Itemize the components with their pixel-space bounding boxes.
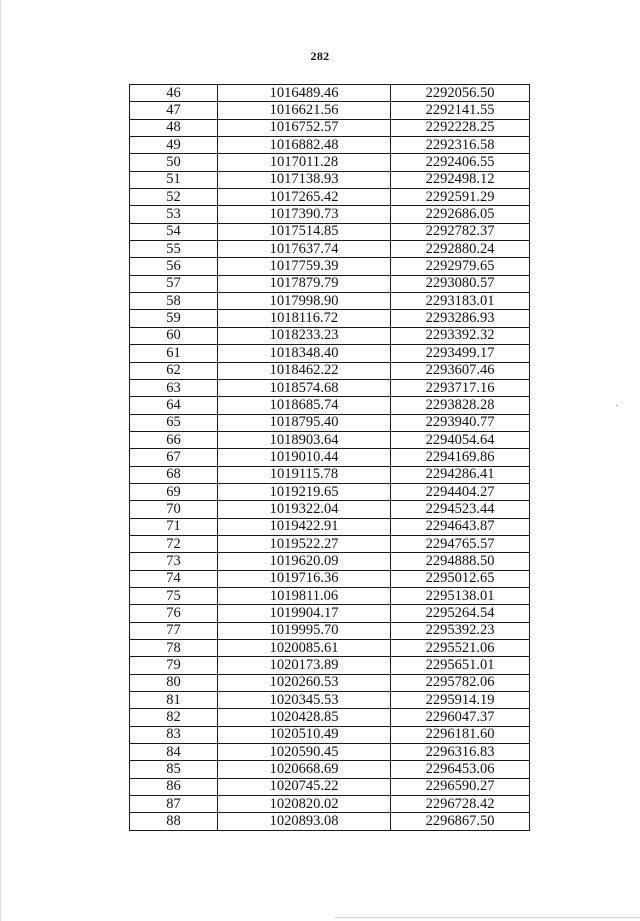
x-coordinate-cell: 1018685.74 <box>218 397 391 414</box>
table-row <box>130 379 530 396</box>
y-coordinate-cell: 2295138.01 <box>391 587 530 604</box>
table-row <box>130 362 530 379</box>
point-number-cell: 71 <box>130 518 218 535</box>
y-coordinate-cell: 2292686.05 <box>391 206 530 223</box>
y-coordinate-cell: 2295914.19 <box>391 692 530 709</box>
table-row <box>130 605 530 622</box>
point-number-cell: 57 <box>130 275 218 292</box>
table-row <box>130 570 530 587</box>
point-number-cell: 67 <box>130 449 218 466</box>
y-coordinate-cell: 2296590.27 <box>391 778 530 795</box>
y-coordinate-cell: 2295651.01 <box>391 657 530 674</box>
table-row <box>130 778 530 795</box>
y-coordinate-cell: 2292782.37 <box>391 223 530 240</box>
y-coordinate-cell: 2292228.25 <box>391 119 530 136</box>
y-coordinate-cell: 2294765.57 <box>391 535 530 552</box>
point-number-cell: 47 <box>130 102 218 119</box>
page-number: 282 <box>310 49 330 63</box>
y-coordinate-cell: 2294054.64 <box>391 431 530 448</box>
point-number-cell: 78 <box>130 640 218 657</box>
scan-edge-line <box>335 917 640 918</box>
y-coordinate-cell: 2296181.60 <box>391 726 530 743</box>
x-coordinate-cell: 1018574.68 <box>218 379 391 396</box>
x-coordinate-cell: 1020745.22 <box>218 778 391 795</box>
point-number-cell: 76 <box>130 605 218 622</box>
point-number-cell: 52 <box>130 189 218 206</box>
y-coordinate-cell: 2295392.23 <box>391 622 530 639</box>
x-coordinate-cell: 1019716.36 <box>218 570 391 587</box>
x-coordinate-cell: 1019322.04 <box>218 501 391 518</box>
x-coordinate-cell: 1017011.28 <box>218 154 391 171</box>
y-coordinate-cell: 2292498.12 <box>391 171 530 188</box>
y-coordinate-cell: 2292979.65 <box>391 258 530 275</box>
point-number-cell: 62 <box>130 362 218 379</box>
x-coordinate-cell: 1017759.39 <box>218 258 391 275</box>
table-row <box>130 102 530 119</box>
point-number-cell: 50 <box>130 154 218 171</box>
table-row <box>130 449 530 466</box>
scan-speck <box>616 405 617 406</box>
y-coordinate-cell: 2296453.06 <box>391 761 530 778</box>
point-number-cell: 88 <box>130 813 218 830</box>
x-coordinate-cell: 1020668.69 <box>218 761 391 778</box>
table-row <box>130 154 530 171</box>
table-row <box>130 223 530 240</box>
point-number-cell: 75 <box>130 587 218 604</box>
y-coordinate-cell: 2292406.55 <box>391 154 530 171</box>
point-number-cell: 59 <box>130 310 218 327</box>
table-row <box>130 709 530 726</box>
x-coordinate-cell: 1018795.40 <box>218 414 391 431</box>
table-row <box>130 258 530 275</box>
table-row <box>130 119 530 136</box>
table-row <box>130 640 530 657</box>
x-coordinate-cell: 1018462.22 <box>218 362 391 379</box>
table-row <box>130 501 530 518</box>
table-row <box>130 189 530 206</box>
x-coordinate-cell: 1020260.53 <box>218 674 391 691</box>
x-coordinate-cell: 1016752.57 <box>218 119 391 136</box>
table-row <box>130 466 530 483</box>
point-number-cell: 49 <box>130 137 218 154</box>
point-number-cell: 60 <box>130 327 218 344</box>
y-coordinate-cell: 2296728.42 <box>391 796 530 813</box>
y-coordinate-cell: 2294523.44 <box>391 501 530 518</box>
table-row <box>130 241 530 258</box>
x-coordinate-cell: 1020345.53 <box>218 692 391 709</box>
y-coordinate-cell: 2295521.06 <box>391 640 530 657</box>
point-number-cell: 86 <box>130 778 218 795</box>
point-number-cell: 81 <box>130 692 218 709</box>
point-number-cell: 56 <box>130 258 218 275</box>
x-coordinate-cell: 1019010.44 <box>218 449 391 466</box>
y-coordinate-cell: 2295782.06 <box>391 674 530 691</box>
point-number-cell: 83 <box>130 726 218 743</box>
x-coordinate-cell: 1020510.49 <box>218 726 391 743</box>
y-coordinate-cell: 2293183.01 <box>391 293 530 310</box>
x-coordinate-cell: 1020173.89 <box>218 657 391 674</box>
x-coordinate-cell: 1016489.46 <box>218 85 391 102</box>
y-coordinate-cell: 2292591.29 <box>391 189 530 206</box>
point-number-cell: 77 <box>130 622 218 639</box>
point-number-cell: 84 <box>130 744 218 761</box>
x-coordinate-cell: 1019904.17 <box>218 605 391 622</box>
x-coordinate-cell: 1017998.90 <box>218 293 391 310</box>
table-row <box>130 622 530 639</box>
table-row <box>130 726 530 743</box>
table-row <box>130 553 530 570</box>
point-number-cell: 87 <box>130 796 218 813</box>
table-row <box>130 293 530 310</box>
y-coordinate-cell: 2293080.57 <box>391 275 530 292</box>
y-coordinate-cell: 2293286.93 <box>391 310 530 327</box>
point-number-cell: 85 <box>130 761 218 778</box>
x-coordinate-cell: 1020428.85 <box>218 709 391 726</box>
point-number-cell: 73 <box>130 553 218 570</box>
table-row <box>130 85 530 102</box>
y-coordinate-cell: 2293392.32 <box>391 327 530 344</box>
point-number-cell: 46 <box>130 85 218 102</box>
x-coordinate-cell: 1017879.79 <box>218 275 391 292</box>
x-coordinate-cell: 1019620.09 <box>218 553 391 570</box>
table-row <box>130 674 530 691</box>
y-coordinate-cell: 2296867.50 <box>391 813 530 830</box>
y-coordinate-cell: 2295012.65 <box>391 570 530 587</box>
x-coordinate-cell: 1017390.73 <box>218 206 391 223</box>
y-coordinate-cell: 2292141.55 <box>391 102 530 119</box>
x-coordinate-cell: 1019811.06 <box>218 587 391 604</box>
point-number-cell: 58 <box>130 293 218 310</box>
table-row <box>130 796 530 813</box>
y-coordinate-cell: 2293499.17 <box>391 345 530 362</box>
x-coordinate-cell: 1017637.74 <box>218 241 391 258</box>
y-coordinate-cell: 2293940.77 <box>391 414 530 431</box>
table-row <box>130 483 530 500</box>
table-row <box>130 431 530 448</box>
y-coordinate-cell: 2296316.83 <box>391 744 530 761</box>
x-coordinate-cell: 1017138.93 <box>218 171 391 188</box>
point-number-cell: 51 <box>130 171 218 188</box>
x-coordinate-cell: 1016621.56 <box>218 102 391 119</box>
point-number-cell: 61 <box>130 345 218 362</box>
point-number-cell: 65 <box>130 414 218 431</box>
table-row <box>130 692 530 709</box>
point-number-cell: 82 <box>130 709 218 726</box>
table-row <box>130 310 530 327</box>
point-number-cell: 63 <box>130 379 218 396</box>
y-coordinate-cell: 2294169.86 <box>391 449 530 466</box>
table-row <box>130 414 530 431</box>
point-number-cell: 74 <box>130 570 218 587</box>
x-coordinate-cell: 1020085.61 <box>218 640 391 657</box>
x-coordinate-cell: 1018233.23 <box>218 327 391 344</box>
point-number-cell: 55 <box>130 241 218 258</box>
x-coordinate-cell: 1017265.42 <box>218 189 391 206</box>
table-row <box>130 137 530 154</box>
point-number-cell: 64 <box>130 397 218 414</box>
table-row <box>130 327 530 344</box>
table-row <box>130 657 530 674</box>
y-coordinate-cell: 2294643.87 <box>391 518 530 535</box>
scan-edge <box>0 0 2 921</box>
table-row <box>130 345 530 362</box>
y-coordinate-cell: 2294286.41 <box>391 466 530 483</box>
y-coordinate-cell: 2296047.37 <box>391 709 530 726</box>
y-coordinate-cell: 2294404.27 <box>391 483 530 500</box>
x-coordinate-cell: 1018903.64 <box>218 431 391 448</box>
table-row <box>130 518 530 535</box>
point-number-cell: 70 <box>130 501 218 518</box>
point-number-cell: 80 <box>130 674 218 691</box>
coordinates-table-body <box>130 85 530 831</box>
x-coordinate-cell: 1020820.02 <box>218 796 391 813</box>
table-row <box>130 761 530 778</box>
y-coordinate-cell: 2294888.50 <box>391 553 530 570</box>
y-coordinate-cell: 2292316.58 <box>391 137 530 154</box>
table-row <box>130 206 530 223</box>
x-coordinate-cell: 1019522.27 <box>218 535 391 552</box>
table-row <box>130 397 530 414</box>
y-coordinate-cell: 2293717.16 <box>391 379 530 396</box>
x-coordinate-cell: 1019995.70 <box>218 622 391 639</box>
x-coordinate-cell: 1019422.91 <box>218 518 391 535</box>
point-number-cell: 72 <box>130 535 218 552</box>
x-coordinate-cell: 1018348.40 <box>218 345 391 362</box>
table-row <box>130 535 530 552</box>
point-number-cell: 54 <box>130 223 218 240</box>
x-coordinate-cell: 1019115.78 <box>218 466 391 483</box>
point-number-cell: 69 <box>130 483 218 500</box>
y-coordinate-cell: 2293828.28 <box>391 397 530 414</box>
point-number-cell: 79 <box>130 657 218 674</box>
point-number-cell: 66 <box>130 431 218 448</box>
x-coordinate-cell: 1016882.48 <box>218 137 391 154</box>
point-number-cell: 68 <box>130 466 218 483</box>
y-coordinate-cell: 2292880.24 <box>391 241 530 258</box>
x-coordinate-cell: 1018116.72 <box>218 310 391 327</box>
point-number-cell: 53 <box>130 206 218 223</box>
table-row <box>130 275 530 292</box>
x-coordinate-cell: 1020590.45 <box>218 744 391 761</box>
x-coordinate-cell: 1017514.85 <box>218 223 391 240</box>
x-coordinate-cell: 1020893.08 <box>218 813 391 830</box>
y-coordinate-cell: 2292056.50 <box>391 85 530 102</box>
table-row <box>130 813 530 830</box>
table-row <box>130 587 530 604</box>
coordinates-table <box>129 84 530 831</box>
y-coordinate-cell: 2295264.54 <box>391 605 530 622</box>
table-row <box>130 171 530 188</box>
y-coordinate-cell: 2293607.46 <box>391 362 530 379</box>
point-number-cell: 48 <box>130 119 218 136</box>
x-coordinate-cell: 1019219.65 <box>218 483 391 500</box>
table-row <box>130 744 530 761</box>
